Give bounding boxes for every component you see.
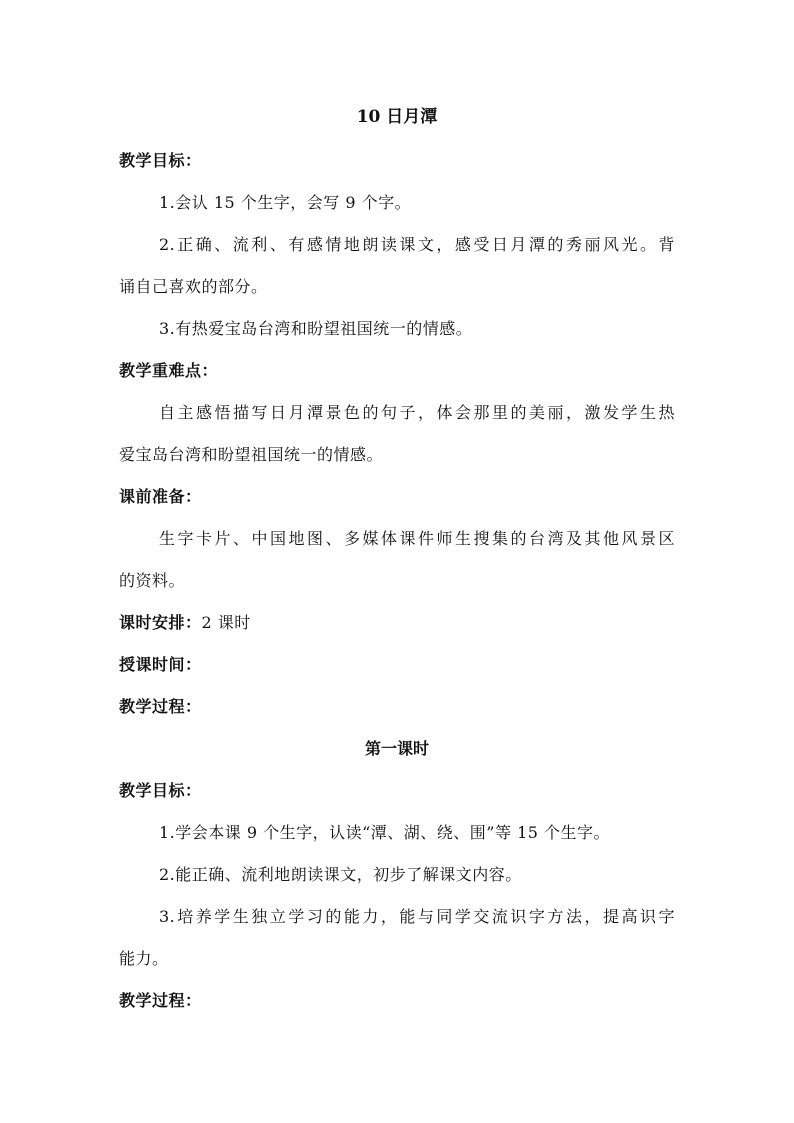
key-points-line-2: 爱宝岛台湾和盼望祖国统一的情感。 [119, 445, 384, 464]
schedule-heading: 课时安排： [119, 613, 202, 632]
prep-line-1: 生字卡片、中国地图、多媒体课件师生搜集的台湾及其他风景区 [159, 529, 675, 548]
key-points-line-1: 自主感悟描写日月潭景色的句子，体会那里的美丽，激发学生热 [159, 403, 675, 422]
lesson-one-process-heading: 教学过程： [119, 991, 202, 1010]
schedule-value: 2 课时 [201, 613, 251, 632]
goal-item-3: 3.有热爱宝岛台湾和盼望祖国统一的情感。 [159, 319, 473, 338]
time-heading: 授课时间： [119, 655, 202, 674]
goal-item-2-line-2: 诵自己喜欢的部分。 [119, 277, 268, 296]
goals-heading: 教学目标： [119, 151, 202, 170]
lesson-one-goal-3-line-1: 3.培养学生独立学习的能力，能与同学交流识字方法，提高识字 [159, 907, 675, 926]
process-heading: 教学过程： [119, 697, 202, 716]
goal-item-2-line-1: 2.正确、流利、有感情地朗读课文，感受日月潭的秀丽风光。背 [159, 235, 675, 254]
lesson-one-goals-heading: 教学目标： [119, 781, 202, 800]
goal-item-1: 1.会认 15 个生字，会写 9 个字。 [159, 193, 412, 212]
lesson-one-goal-1: 1.学会本课 9 个生字，认读“潭、湖、绕、围”等 15 个生字。 [159, 823, 611, 842]
key-points-heading: 教学重难点： [119, 361, 219, 380]
prep-line-2: 的资料。 [119, 571, 186, 590]
prep-heading: 课前准备： [119, 487, 202, 506]
schedule-row [119, 613, 675, 633]
document-title: 10 日月潭 [356, 107, 438, 127]
lesson-one-goal-3-line-2: 能力。 [119, 949, 169, 968]
lesson-one-goal-2: 2.能正确、流利地朗读课文，初步了解课文内容。 [159, 865, 522, 884]
lesson-one-title: 第一课时 [364, 739, 429, 758]
